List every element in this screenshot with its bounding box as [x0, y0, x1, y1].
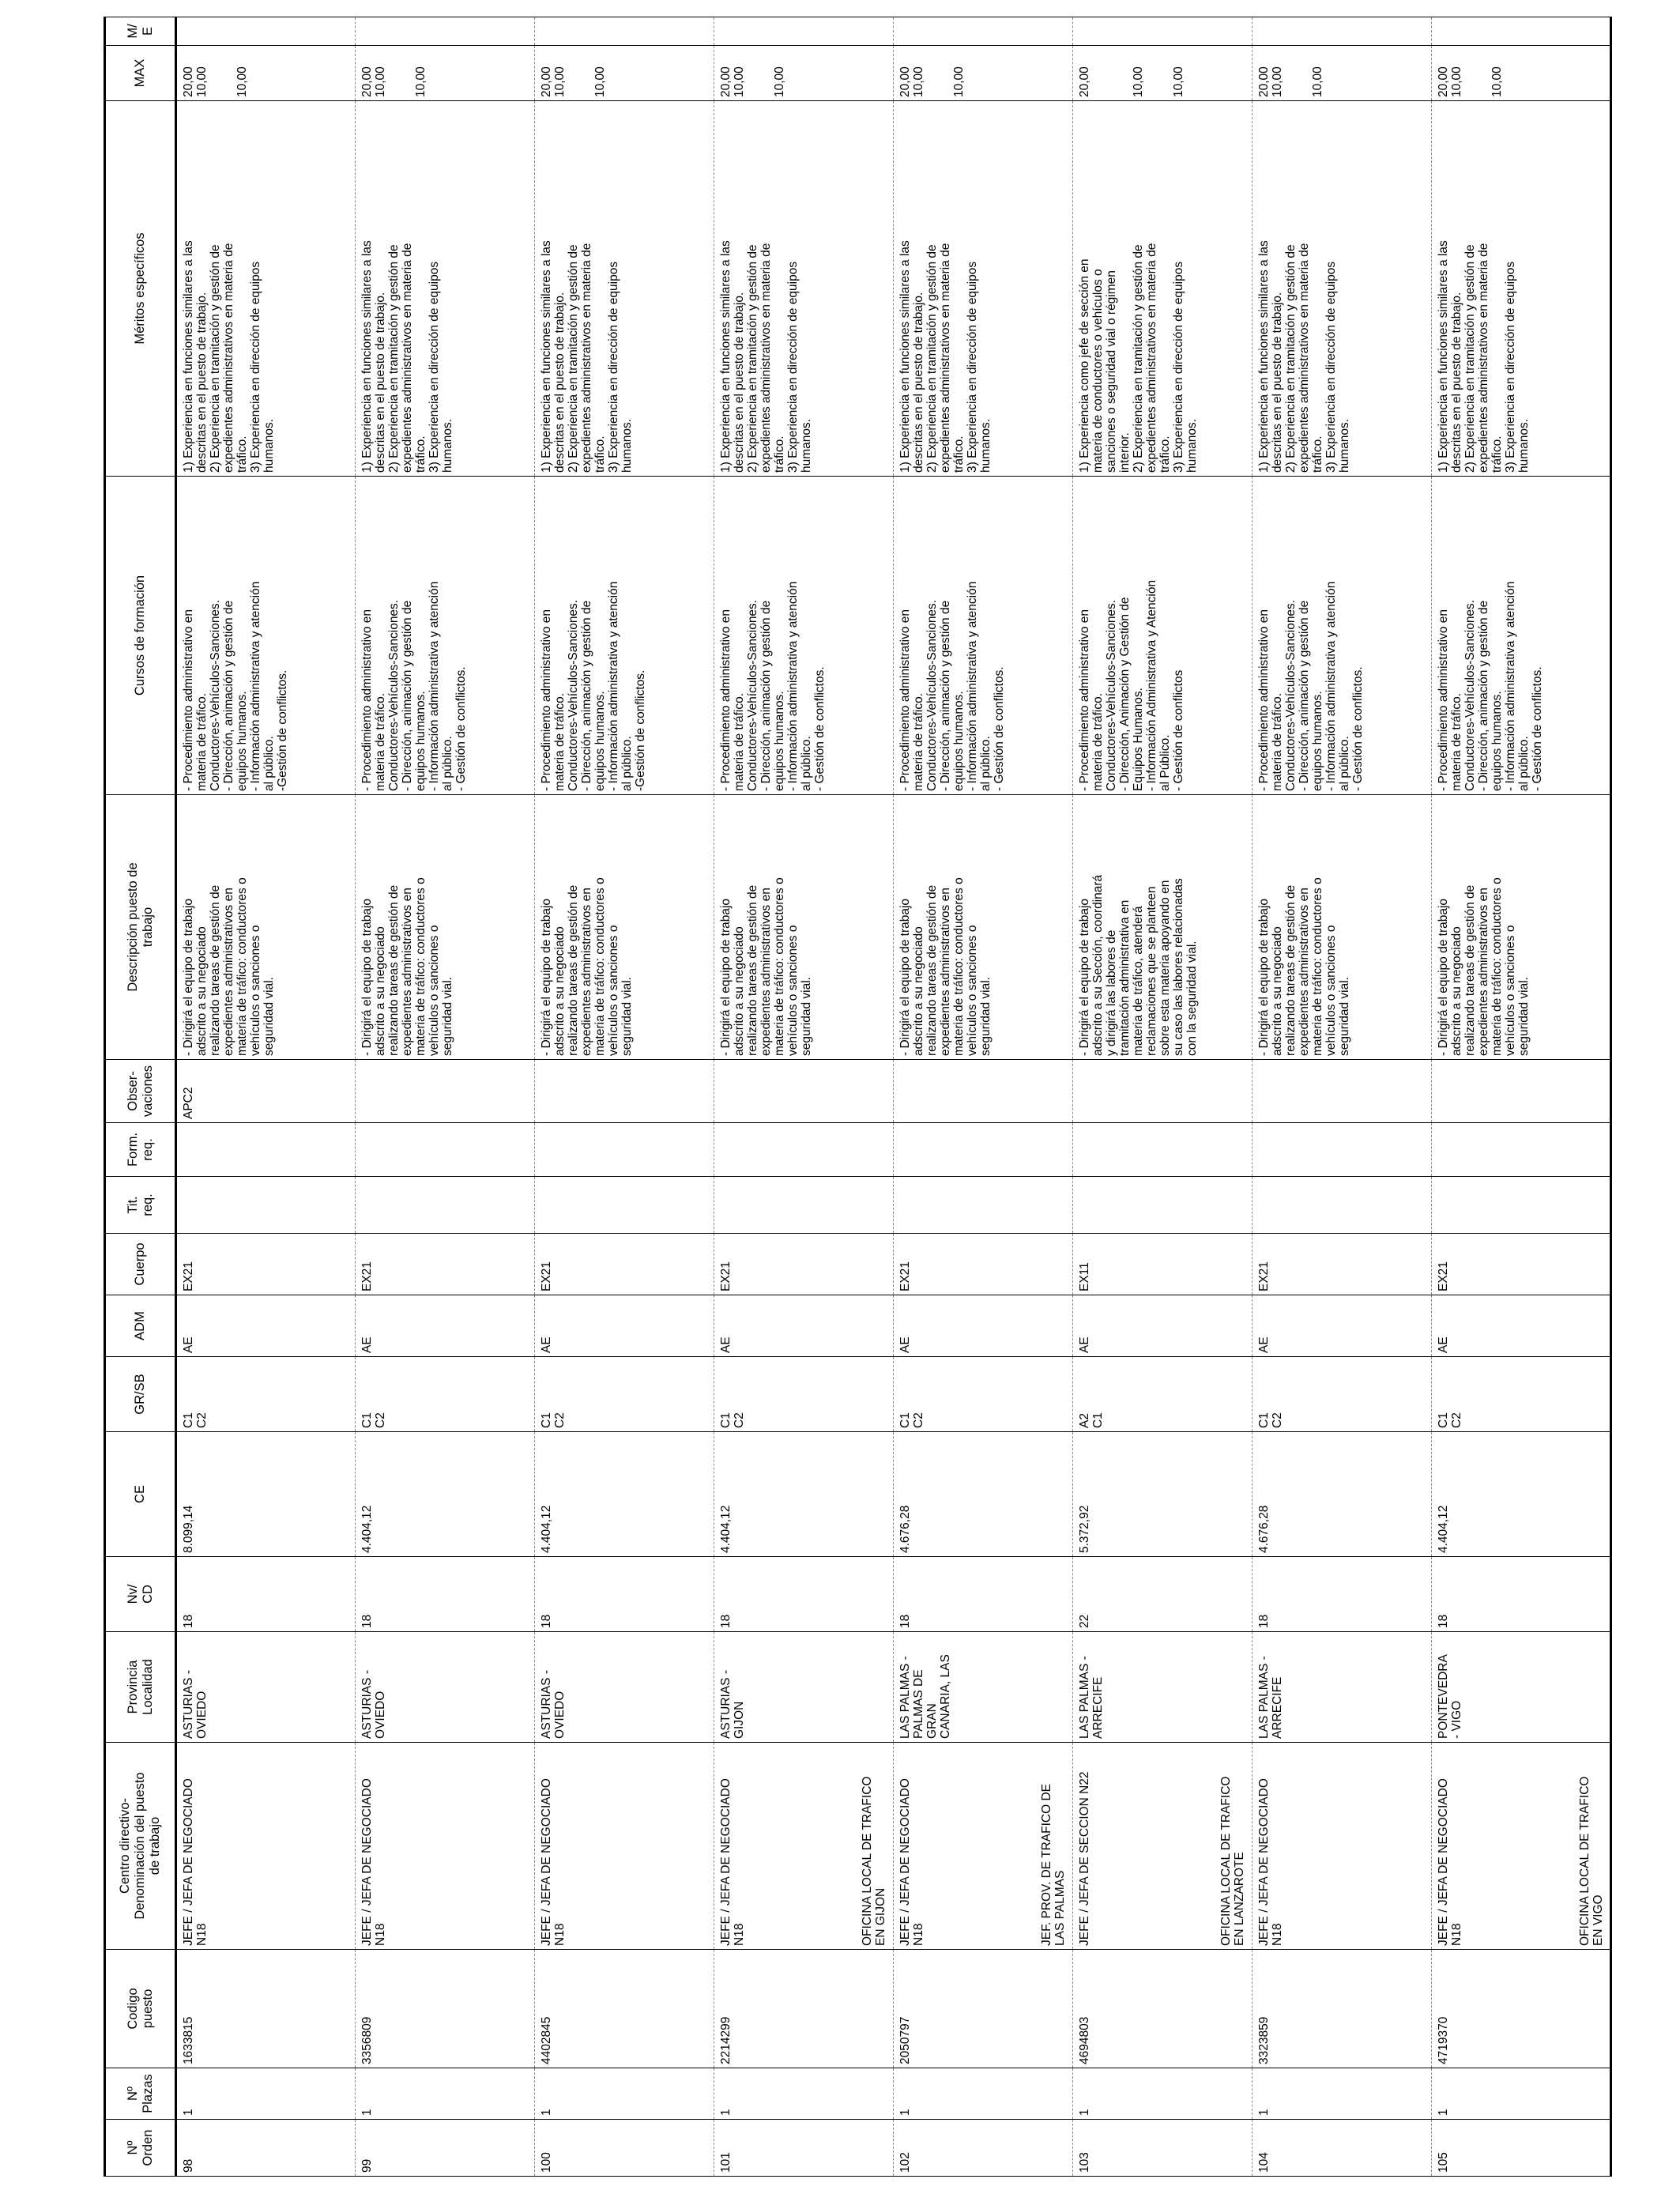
cell-nivel: 18 — [714, 1557, 894, 1632]
cell-descripcion: - Dirigirá el equipo de trabajo adscrito a su negociado realizando tareas de gestión de expedientes administrativos en materia de tráfico: conductores o vehículos o sanciones o seguridad vial. — [356, 795, 535, 1060]
cell-adm: AE — [176, 1295, 356, 1357]
cell-obs — [1432, 1060, 1611, 1123]
cell-nivel: 18 — [894, 1557, 1073, 1632]
cell-nivel: 18 — [356, 1557, 535, 1632]
cell-obs: APC2 — [176, 1060, 356, 1123]
cell-gr: A2 C1 — [1073, 1357, 1252, 1432]
header-plazas: Nº Plazas — [105, 2068, 176, 2120]
centro-unit: JEF. PROV. DE TRAFICO DE LAS PALMAS — [1040, 1784, 1067, 1946]
cell-cuerpo: EX21 — [356, 1234, 535, 1295]
cell-plazas: 1 — [1432, 2068, 1611, 2120]
cell-me — [894, 17, 1073, 46]
cell-codigo: 3356809 — [356, 1950, 535, 2068]
cell-centro — [535, 1743, 714, 1950]
cell-form — [1432, 1123, 1611, 1177]
cell-max: 20,00 10,00 10,00 — [1252, 46, 1432, 101]
cell-form — [1252, 1123, 1432, 1177]
table-row — [894, 17, 1073, 2177]
cell-meritos: 1) Experiencia en funciones similares a las descritas en el puesto de trabajo. 2) Experiencia en tramitación y gestión de expedientes administrativos en materia de tráfico. 3) Experiencia en dirección de equipos humanos. — [356, 101, 535, 477]
cell-descripcion: - Dirigirá el equipo de trabajo adscrito a su negociado realizando tareas de gestión de expedientes administrativos en materia de tráfico: conductores o vehículos o sanciones o seguridad vial. — [714, 795, 894, 1060]
cell-cursos: - Procedimiento administrativo en materia de tráfico. Conductores-Vehículos-Sanciones. - Dirección, animación y gestión de equipos humanos. - Información administrativa y atención al público. - Gestión de conflictos. — [356, 477, 535, 795]
centro-puesto: JEFE / JEFA DE NEGOCIADO N18 — [898, 1778, 925, 1946]
header-obs: Obser- vaciones — [105, 1060, 176, 1123]
cell-provincia: LAS PALMAS - PALMAS DE GRAN CANARIA, LAS — [894, 1632, 1073, 1743]
centro-puesto: JEFE / JEFA DE NEGOCIADO N18 — [719, 1778, 746, 1946]
cell-tit — [535, 1177, 714, 1234]
cell-codigo: 4719370 — [1432, 1950, 1611, 2068]
header-centro: Centro directivo- Denominación del puesto de trabajo — [105, 1743, 176, 1950]
cell-centro — [356, 1743, 535, 1950]
header-cuerpo: Cuerpo — [105, 1234, 176, 1295]
cell-nivel: 22 — [1073, 1557, 1252, 1632]
cell-gr: C1 C2 — [535, 1357, 714, 1432]
cell-adm: AE — [894, 1295, 1073, 1357]
cell-gr: C1 C2 — [1432, 1357, 1611, 1432]
cell-obs — [1252, 1060, 1432, 1123]
cell-ce: 4.676,28 — [1252, 1432, 1432, 1557]
table-header — [105, 17, 176, 2177]
cell-obs — [1073, 1060, 1252, 1123]
centro-puesto: JEFE / JEFA DE NEGOCIADO N18 — [1437, 1778, 1463, 1946]
cell-cuerpo: EX21 — [894, 1234, 1073, 1295]
cell-cursos: - Procedimiento administrativo en materia de tráfico. Conductores-Vehículos-Sanciones. - Dirección, animación y gestión de equipos humanos. - Información administrativa y atención al público. - Gestión de conflictos. — [714, 477, 894, 795]
cell-cuerpo: EX11 — [1073, 1234, 1252, 1295]
cell-gr: C1 C2 — [1252, 1357, 1432, 1432]
cell-descripcion: - Dirigirá el equipo de trabajo adscrito a su negociado realizando tareas de gestión de expedientes administrativos en materia de tráfico: conductores o vehículos o sanciones o seguridad vial. — [535, 795, 714, 1060]
cell-nivel: 18 — [535, 1557, 714, 1632]
cell-obs — [535, 1060, 714, 1123]
cell-codigo: 2214299 — [714, 1950, 894, 2068]
cell-ce: 4.404,12 — [535, 1432, 714, 1557]
cell-provincia: LAS PALMAS - ARRECIFE — [1073, 1632, 1252, 1743]
cell-tit — [1252, 1177, 1432, 1234]
cell-cuerpo: EX21 — [535, 1234, 714, 1295]
header-cursos: Cursos de formación — [105, 477, 176, 795]
cell-adm: AE — [1432, 1295, 1611, 1357]
cell-plazas: 1 — [356, 2068, 535, 2120]
centro-puesto: JEFE / JEFA DE NEGOCIADO N18 — [360, 1778, 387, 1946]
table-row — [535, 17, 714, 2177]
cell-meritos: 1) Experiencia en funciones similares a las descritas en el puesto de trabajo. 2) Experiencia en tramitación y gestión de expedientes administrativos en materia de tráfico. 3) Experiencia en dirección de equipos humanos. — [176, 101, 356, 477]
cell-descripcion: - Dirigirá el equipo de trabajo adscrito a su Sección, coordinará y dirigirá las labores de tramitación administrativa en materia de tráfico, atenderá reclamaciones que se planteen sobre esta materia apoyando en su caso las labores relacionadas con la seguridad vial. — [1073, 795, 1252, 1060]
cell-centro — [1252, 1743, 1432, 1950]
cell-orden: 100 — [535, 2120, 714, 2177]
cell-me — [1073, 17, 1252, 46]
cell-obs — [894, 1060, 1073, 1123]
cell-max: 20,00 10,00 10,00 — [356, 46, 535, 101]
table-row — [356, 17, 535, 2177]
cell-codigo: 4402845 — [535, 1950, 714, 2068]
cell-centro — [714, 1743, 894, 1950]
header-me: M/E — [105, 17, 176, 46]
cell-max: 20,00 10,00 10,00 — [1432, 46, 1611, 101]
centro-unit: OFICINA LOCAL DE TRAFICO EN GIJON — [861, 1776, 887, 1946]
cell-max: 20,00 10,00 10,00 — [176, 46, 356, 101]
cell-meritos: 1) Experiencia como jefe de sección en materia de conductores o vehículos o sanciones o seguridad vial o régimen interior. 2) Experiencia en tramitación y gestión de expedientes administrativos en materia de tráfico. 3) Experiencia en dirección de equipos humanos. — [1073, 101, 1252, 477]
cell-plazas: 1 — [1073, 2068, 1252, 2120]
cell-form — [894, 1123, 1073, 1177]
cell-me — [176, 17, 356, 46]
centro-unit: OFICINA LOCAL DE TRAFICO EN LANZAROTE — [1219, 1776, 1246, 1946]
header-descripcion: Descripción puesto de trabajo — [105, 795, 176, 1060]
cell-provincia: ASTURIAS - GIJON — [714, 1632, 894, 1743]
cell-provincia: LAS PALMAS - ARRECIFE — [1252, 1632, 1432, 1743]
cell-tit — [1073, 1177, 1252, 1234]
cell-me — [535, 17, 714, 46]
cell-orden: 104 — [1252, 2120, 1432, 2177]
cell-cursos: - Procedimiento administrativo en materia de tráfico. Conductores-Vehículos-Sanciones. - Dirección, animación y gestión de equipos humanos. - Información administrativa y atención al público. - Gestión de conflictos. — [894, 477, 1073, 795]
header-nivel: Nv/ CD — [105, 1557, 176, 1632]
cell-meritos: 1) Experiencia en funciones similares a las descritas en el puesto de trabajo. 2) Experiencia en tramitación y gestión de expedientes administrativos en materia de tráfico. 3) Experiencia en dirección de equipos humanos. — [535, 101, 714, 477]
cell-gr: C1 C2 — [714, 1357, 894, 1432]
cell-centro — [894, 1743, 1073, 1950]
cell-plazas: 1 — [176, 2068, 356, 2120]
cell-max: 20,00 10,00 10,00 — [535, 46, 714, 101]
table-row — [1073, 17, 1252, 2177]
cell-me — [1252, 17, 1432, 46]
cell-adm: AE — [714, 1295, 894, 1357]
header-tit: Tit. req. — [105, 1177, 176, 1234]
cell-cuerpo: EX21 — [176, 1234, 356, 1295]
cell-form — [714, 1123, 894, 1177]
cell-meritos: 1) Experiencia en funciones similares a las descritas en el puesto de trabajo. 2) Experiencia en tramitación y gestión de expedientes administrativos en materia de tráfico. 3) Experiencia en dirección de equipos humanos. — [894, 101, 1073, 477]
positions-table — [104, 17, 1612, 2177]
table-row — [714, 17, 894, 2177]
cell-ce: 4.404,12 — [1432, 1432, 1611, 1557]
cell-nivel: 18 — [176, 1557, 356, 1632]
cell-adm: AE — [535, 1295, 714, 1357]
centro-puesto: JEFE / JEFA DE NEGOCIADO N18 — [540, 1778, 567, 1946]
table-row — [1432, 17, 1611, 2177]
cell-centro — [176, 1743, 356, 1950]
cell-tit — [714, 1177, 894, 1234]
cell-meritos: 1) Experiencia en funciones similares a las descritas en el puesto de trabajo. 2) Experiencia en tramitación y gestión de expedientes administrativos en materia de tráfico. 3) Experiencia en dirección de equipos humanos. — [1252, 101, 1432, 477]
centro-puesto: JEFE / JEFA DE NEGOCIADO N18 — [1257, 1778, 1284, 1946]
cell-provincia: ASTURIAS - OVIEDO — [535, 1632, 714, 1743]
cell-obs — [356, 1060, 535, 1123]
cell-cuerpo: EX21 — [714, 1234, 894, 1295]
cell-max: 20,00 10,00 10,00 — [1073, 46, 1252, 101]
cell-plazas: 1 — [1252, 2068, 1432, 2120]
cell-adm: AE — [1252, 1295, 1432, 1357]
header-gr: GR/SB — [105, 1357, 176, 1432]
header-meritos: Méritos específicos — [105, 101, 176, 477]
cell-adm: AE — [1073, 1295, 1252, 1357]
cell-provincia: ASTURIAS - OVIEDO — [356, 1632, 535, 1743]
table-row — [176, 17, 356, 2177]
cell-cursos: - Procedimiento administrativo en materia de tráfico. Conductores-Vehículos-Sanciones. - Dirección, animación y gestión de equipos humanos. - Información administrativa y atención al público. -Gestión de conflictos. — [176, 477, 356, 795]
cell-plazas: 1 — [714, 2068, 894, 2120]
header-ce: CE — [105, 1432, 176, 1557]
cell-nivel: 18 — [1252, 1557, 1432, 1632]
cell-orden: 99 — [356, 2120, 535, 2177]
rotated-page — [104, 17, 1605, 2177]
cell-cuerpo: EX21 — [1432, 1234, 1611, 1295]
cell-orden: 101 — [714, 2120, 894, 2177]
header-codigo: Codigo puesto — [105, 1950, 176, 2068]
header-orden: Nº Orden — [105, 2120, 176, 2177]
cell-tit — [176, 1177, 356, 1234]
cell-provincia: ASTURIAS - OVIEDO — [176, 1632, 356, 1743]
cell-descripcion: - Dirigirá el equipo de trabajo adscrito a su negociado realizando tareas de gestión de expedientes administrativos en materia de tráfico: conductores o vehículos o sanciones o seguridad vial. — [1252, 795, 1432, 1060]
cell-gr: C1 C2 — [894, 1357, 1073, 1432]
cell-ce: 4.676,28 — [894, 1432, 1073, 1557]
cell-form — [535, 1123, 714, 1177]
cell-orden: 102 — [894, 2120, 1073, 2177]
cell-plazas: 1 — [535, 2068, 714, 2120]
cell-orden: 98 — [176, 2120, 356, 2177]
cell-tit — [356, 1177, 535, 1234]
cell-descripcion: - Dirigirá el equipo de trabajo adscrito a su negociado realizando tareas de gestión de expedientes administrativos en materia de tráfico: conductores o vehículos o sanciones o seguridad vial. — [1432, 795, 1611, 1060]
cell-ce: 4.404,12 — [356, 1432, 535, 1557]
centro-puesto: JEFE / JEFA DE NEGOCIADO N18 — [182, 1778, 209, 1946]
header-provincia: Provincia Localidad — [105, 1632, 176, 1743]
cell-me — [714, 17, 894, 46]
cell-ce: 5.372,92 — [1073, 1432, 1252, 1557]
cell-centro — [1073, 1743, 1252, 1950]
cell-codigo: 3323859 — [1252, 1950, 1432, 2068]
cell-max: 20,00 10,00 10,00 — [714, 46, 894, 101]
cell-provincia: PONTEVEDRA - VIGO — [1432, 1632, 1611, 1743]
header-adm: ADM — [105, 1295, 176, 1357]
cell-max: 20,00 10,00 10,00 — [894, 46, 1073, 101]
cell-cursos: - Procedimiento administrativo en materia de tráfico. Conductores-Vehículos-Sanciones. - Dirección, animación y gestión de equipos humanos. - Información administrativa y atención al público. - Gestión de conflictos. — [1432, 477, 1611, 795]
cell-tit — [894, 1177, 1073, 1234]
header-form: Form. req. — [105, 1123, 176, 1177]
header-max: MAX — [105, 46, 176, 101]
cell-form — [356, 1123, 535, 1177]
cell-obs — [714, 1060, 894, 1123]
cell-form — [1073, 1123, 1252, 1177]
cell-descripcion: - Dirigirá el equipo de trabajo adscrito a su negociado realizando tareas de gestión de expedientes administrativos en materia de tráfico: conductores o vehículos o sanciones o seguridad vial. — [894, 795, 1073, 1060]
cell-ce: 4.404,12 — [714, 1432, 894, 1557]
cell-orden: 105 — [1432, 2120, 1611, 2177]
centro-puesto: JEFE / JEFA DE SECCION N22 — [1078, 1771, 1091, 1946]
cell-meritos: 1) Experiencia en funciones similares a las descritas en el puesto de trabajo. 2) Experiencia en tramitación y gestión de expedientes administrativos en materia de tráfico. 3) Experiencia en dirección de equipos humanos. — [1432, 101, 1611, 477]
cell-codigo: 4694803 — [1073, 1950, 1252, 2068]
cell-gr: C1 C2 — [356, 1357, 535, 1432]
cell-descripcion: - Dirigirá el equipo de trabajo adscrito a su negociado realizando tareas de gestión de expedientes administrativos en materia de tráfico: conductores o vehículos o sanciones o seguridad vial. — [176, 795, 356, 1060]
cell-cursos: - Procedimiento administrativo en materia de tráfico. Conductores-Vehículos-Sanciones. - Dirección, animación y gestión de equipos humanos. - Información administrativa y atención al público. -Gestión de conflictos. — [535, 477, 714, 795]
centro-unit: OFICINA LOCAL DE TRAFICO EN VIGO — [1578, 1776, 1605, 1946]
cell-gr: C1 C2 — [176, 1357, 356, 1432]
cell-cursos: - Procedimiento administrativo en materia de tráfico. Conductores-Vehículos-Sanciones. - Dirección, Animación y Gestión de Equipos Humanos. - Información Administrativa y Atención al Público. - Gestión de conflictos — [1073, 477, 1252, 795]
cell-tit — [1432, 1177, 1611, 1234]
cell-codigo: 1633815 — [176, 1950, 356, 2068]
cell-form — [176, 1123, 356, 1177]
table-row — [1252, 17, 1432, 2177]
cell-ce: 8.099,14 — [176, 1432, 356, 1557]
cell-adm: AE — [356, 1295, 535, 1357]
cell-orden: 103 — [1073, 2120, 1252, 2177]
cell-centro — [1432, 1743, 1611, 1950]
cell-codigo: 2050797 — [894, 1950, 1073, 2068]
cell-me — [356, 17, 535, 46]
cell-cursos: - Procedimiento administrativo en materia de tráfico. Conductores-Vehículos-Sanciones. - Dirección, animación y gestión de equipos humanos. - Información administrativa y atención al público. - Gestión de conflictos. — [1252, 477, 1432, 795]
table-body — [176, 17, 1611, 2177]
cell-nivel: 18 — [1432, 1557, 1611, 1632]
cell-meritos: 1) Experiencia en funciones similares a las descritas en el puesto de trabajo. 2) Experiencia en tramitación y gestión de expedientes administrativos en materia de tráfico. 3) Experiencia en dirección de equipos humanos. — [714, 101, 894, 477]
cell-me — [1432, 17, 1611, 46]
cell-cuerpo: EX21 — [1252, 1234, 1432, 1295]
cell-plazas: 1 — [894, 2068, 1073, 2120]
